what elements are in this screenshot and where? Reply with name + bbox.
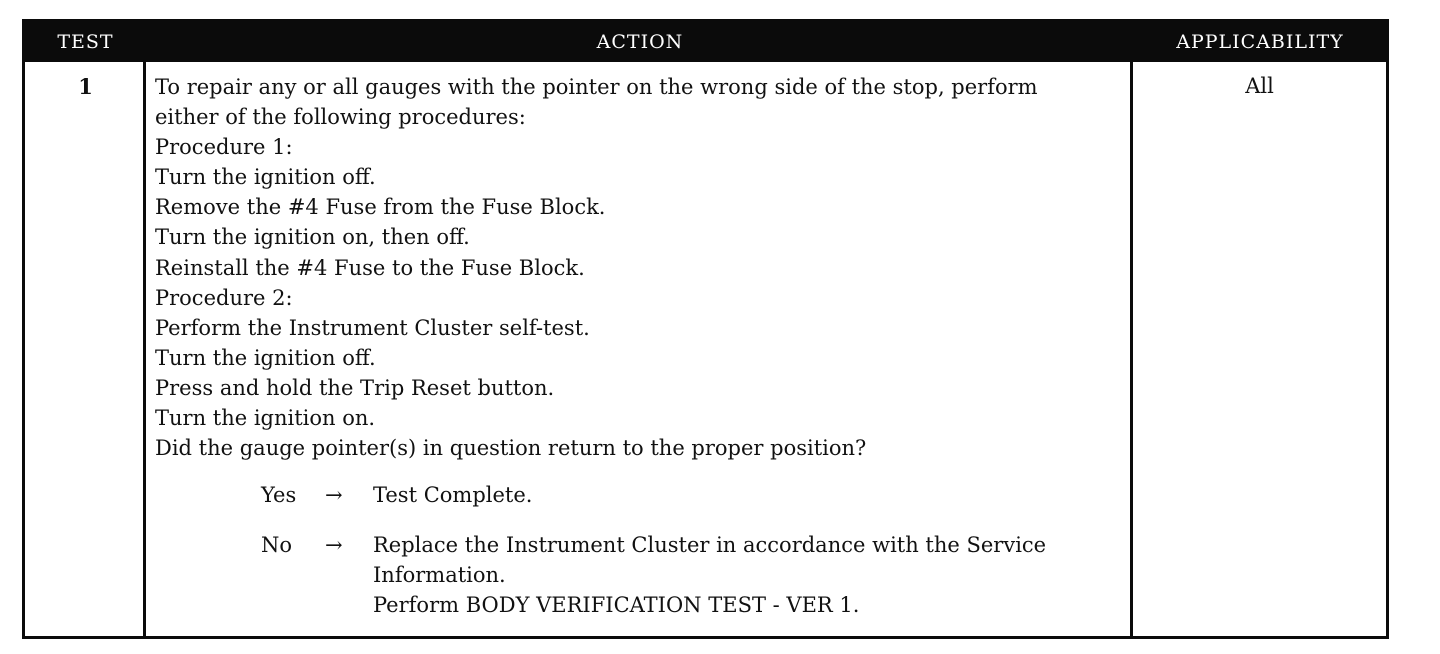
- applicability-cell: All: [1245, 74, 1274, 98]
- action-line: To repair any or all gauges with the pointer on the wrong side of the stop, perform: [155, 75, 1038, 99]
- action-line: Turn the ignition off.: [155, 165, 376, 190]
- diagnostic-table: [22, 19, 1389, 639]
- action-line: Turn the ignition off.: [155, 345, 376, 370]
- action-line: Did the gauge pointer(s) in question return to the proper position?: [155, 436, 867, 461]
- action-line: Press and hold the Trip Reset button.: [155, 375, 555, 400]
- arrow-right-icon: →: [325, 533, 343, 557]
- action-line: Remove the #4 Fuse from the Fuse Block.: [155, 195, 606, 220]
- result-no-label: No: [261, 533, 293, 557]
- table-header-row: [25, 22, 1386, 62]
- arrow-right-icon: →: [325, 483, 343, 507]
- action-line: Turn the ignition on, then off.: [155, 225, 470, 250]
- result-no-line: Perform BODY VERIFICATION TEST - VER 1.: [373, 593, 860, 617]
- action-line: Perform the Instrument Cluster self-test.: [155, 315, 590, 340]
- result-branches: [261, 480, 1131, 617]
- action-cell: [155, 72, 1125, 463]
- result-no-line: Information.: [373, 563, 506, 587]
- action-line: either of the following procedures:: [155, 105, 526, 130]
- result-no-text: [373, 530, 1125, 620]
- result-no: [261, 530, 1131, 617]
- action-line: Reinstall the #4 Fuse to the Fuse Block.: [155, 255, 585, 280]
- header-action: ACTION: [596, 31, 684, 53]
- header-test: TEST: [57, 31, 114, 53]
- result-yes-text: [373, 480, 1125, 510]
- test-number-cell: 1: [78, 74, 93, 99]
- column-divider-test-action: [143, 62, 146, 636]
- header-applicability: APPLICABILITY: [1176, 31, 1344, 53]
- action-line: Procedure 2:: [155, 285, 293, 310]
- result-no-line: Replace the Instrument Cluster in accordance with the Service: [373, 533, 1047, 557]
- result-yes-line: Test Complete.: [373, 483, 533, 507]
- result-yes: [261, 480, 1131, 510]
- action-line: Procedure 1:: [155, 135, 293, 160]
- action-line: Turn the ignition on.: [155, 406, 376, 431]
- result-yes-label: Yes: [261, 483, 297, 507]
